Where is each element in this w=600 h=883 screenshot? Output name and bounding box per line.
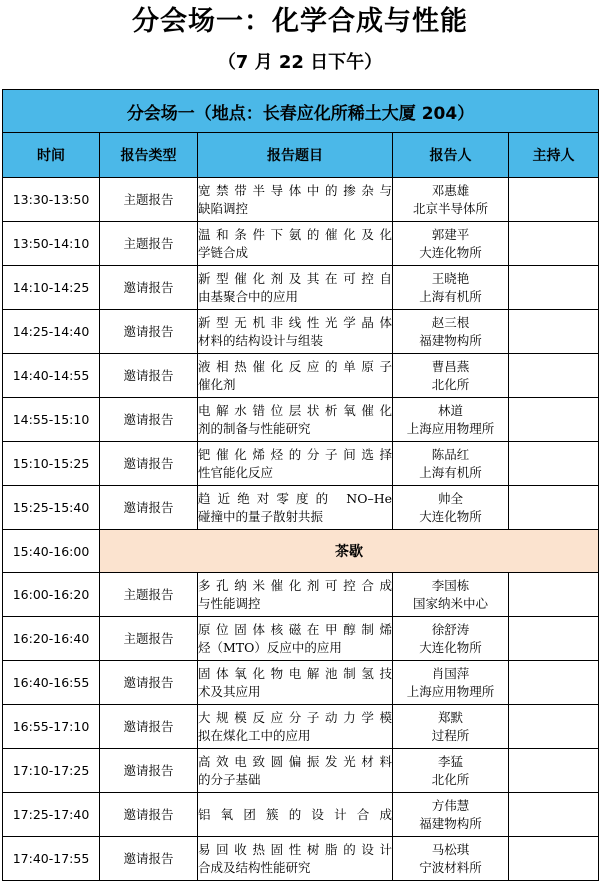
speaker-institution: 上海有机所 [419, 288, 482, 304]
break-label: 茶歇 [100, 530, 599, 573]
speaker-institution: 上海有机所 [419, 464, 482, 480]
session-host [509, 486, 599, 530]
topic-line: 性官能化反应 [198, 464, 274, 480]
session-type: 邀请报告 [100, 398, 198, 442]
topic-line: 多孔纳米催化剂可控合成 [198, 577, 392, 593]
session-type: 邀请报告 [100, 661, 198, 705]
speaker-institution: 上海应用物理所 [406, 683, 495, 699]
table-row [3, 793, 599, 837]
table-row [3, 310, 599, 354]
speaker-name: 肖国萍 [431, 665, 470, 681]
speaker-name: 陈品红 [431, 446, 470, 462]
break-row [3, 530, 599, 573]
session-host [509, 793, 599, 837]
table-row [3, 222, 599, 266]
speaker-institution: 北京半导体所 [412, 200, 488, 216]
page-subtitle: （7 月 22 日下午） [217, 52, 383, 73]
topic-line: 的分子基础 [198, 771, 261, 787]
header-row [3, 133, 599, 178]
speaker-name: 方伟慧 [431, 797, 470, 813]
session-host [509, 617, 599, 661]
topic-line: 与性能调控 [198, 595, 261, 611]
session-speaker [393, 793, 509, 837]
table-row [3, 354, 599, 398]
topic-line: 易回收热固性树脂的设计 [198, 841, 392, 857]
session-type: 邀请报告 [100, 793, 198, 837]
venue-label: 分会场一（地点：长春应化所稀土大厦 204） [3, 90, 599, 133]
column-header-type: 报告类型 [100, 133, 198, 178]
speaker-name: 王晓艳 [431, 270, 470, 286]
session-host [509, 354, 599, 398]
session-type: 邀请报告 [100, 705, 198, 749]
topic-line: 固体氧化物电解池制氢技 [198, 665, 392, 681]
topic-line: 新型催化剂及其在可控自 [198, 270, 392, 286]
session-topic [198, 354, 393, 398]
topic-line: 趋近绝对零度的 NO–He [198, 490, 392, 506]
session-topic [198, 486, 393, 530]
table-row [3, 705, 599, 749]
session-host [509, 705, 599, 749]
schedule-table [2, 89, 599, 881]
table-row [3, 573, 599, 617]
topic-line: 合成及结构性能研究 [198, 859, 311, 875]
speaker-name: 帅全 [437, 490, 463, 506]
session-speaker [393, 178, 509, 222]
session-topic [198, 793, 393, 837]
speaker-name: 曹昌燕 [431, 358, 470, 374]
speaker-name: 李国栋 [431, 577, 470, 593]
topic-line: 术及其应用 [198, 683, 261, 699]
topic-line: 缺陷调控 [198, 200, 249, 216]
session-host [509, 837, 599, 881]
session-speaker [393, 486, 509, 530]
speaker-institution: 福建物构所 [419, 332, 482, 348]
table-row [3, 442, 599, 486]
speaker-name: 郑默 [437, 709, 463, 725]
session-type: 主题报告 [100, 617, 198, 661]
speaker-name: 邓惠雄 [431, 182, 470, 198]
session-time: 14:55-15:10 [3, 398, 100, 442]
topic-line: 液相热催化反应的单原子 [198, 358, 392, 374]
session-type: 主题报告 [100, 178, 198, 222]
session-topic [198, 617, 393, 661]
table-row [3, 178, 599, 222]
session-speaker [393, 266, 509, 310]
table-row [3, 398, 599, 442]
session-time: 15:10-15:25 [3, 442, 100, 486]
speaker-institution: 宁波材料所 [419, 859, 482, 875]
session-speaker [393, 661, 509, 705]
session-type: 主题报告 [100, 222, 198, 266]
session-type: 邀请报告 [100, 266, 198, 310]
session-time: 13:30-13:50 [3, 178, 100, 222]
session-time: 15:25-15:40 [3, 486, 100, 530]
session-speaker [393, 398, 509, 442]
session-time: 16:00-16:20 [3, 573, 100, 617]
session-time: 17:40-17:55 [3, 837, 100, 881]
session-topic [198, 310, 393, 354]
session-topic [198, 705, 393, 749]
speaker-name: 徐舒涛 [431, 621, 470, 637]
topic-line: 碰撞中的量子散射共振 [198, 508, 324, 524]
speaker-institution: 过程所 [431, 727, 470, 743]
session-speaker [393, 442, 509, 486]
session-host [509, 222, 599, 266]
session-time: 17:10-17:25 [3, 749, 100, 793]
session-speaker [393, 354, 509, 398]
topic-line: 温和条件下氨的催化及化 [198, 226, 392, 242]
topic-line: 催化剂 [198, 376, 236, 392]
session-topic [198, 837, 393, 881]
table-row [3, 749, 599, 793]
session-topic [198, 222, 393, 266]
topic-line: 电解水错位层状析氧催化 [198, 402, 392, 418]
session-speaker [393, 749, 509, 793]
session-host [509, 178, 599, 222]
session-time: 14:40-14:55 [3, 354, 100, 398]
speaker-name: 郭建平 [431, 226, 470, 242]
table-row [3, 617, 599, 661]
table-row [3, 266, 599, 310]
session-time: 13:50-14:10 [3, 222, 100, 266]
speaker-institution: 大连化物所 [419, 244, 482, 260]
speaker-name: 林道 [437, 402, 463, 418]
session-time: 16:20-16:40 [3, 617, 100, 661]
table-row [3, 486, 599, 530]
session-host [509, 749, 599, 793]
topic-line: 由基聚合中的应用 [198, 288, 299, 304]
speaker-institution: 北化所 [431, 771, 470, 787]
session-host [509, 573, 599, 617]
session-type: 邀请报告 [100, 310, 198, 354]
speaker-institution: 大连化物所 [419, 508, 482, 524]
speaker-institution: 北化所 [431, 376, 470, 392]
column-header-host: 主持人 [509, 133, 599, 178]
topic-line: 高效电致圆偏振发光材料 [198, 753, 392, 769]
topic-line: 钯催化烯烃的分子间选择 [198, 446, 392, 462]
session-type: 邀请报告 [100, 354, 198, 398]
session-type: 邀请报告 [100, 486, 198, 530]
table-row [3, 837, 599, 881]
speaker-institution: 大连化物所 [419, 639, 482, 655]
session-host [509, 266, 599, 310]
column-header-time: 时间 [3, 133, 100, 178]
page-title: 分会场一：化学合成与性能 [132, 6, 468, 37]
session-time: 14:10-14:25 [3, 266, 100, 310]
topic-line: 学链合成 [198, 244, 249, 260]
speaker-institution: 上海应用物理所 [406, 420, 495, 436]
session-time: 16:55-17:10 [3, 705, 100, 749]
topic-line: 铝氧团簇的设计合成 [198, 806, 392, 822]
topic-line: 剂的制备与性能研究 [198, 420, 311, 436]
session-speaker [393, 837, 509, 881]
session-type: 邀请报告 [100, 442, 198, 486]
speaker-name: 赵三根 [431, 314, 470, 330]
session-type: 主题报告 [100, 573, 198, 617]
session-speaker [393, 573, 509, 617]
topic-line: 新型无机非线性光学晶体 [198, 314, 392, 330]
topic-line: 拟在煤化工中的应用 [198, 727, 311, 743]
topic-line: 材料的结构设计与组装 [198, 332, 324, 348]
session-topic [198, 266, 393, 310]
topic-line: 大规模反应分子动力学模 [198, 709, 392, 725]
session-topic [198, 442, 393, 486]
speaker-name: 李猛 [437, 753, 463, 769]
session-topic [198, 573, 393, 617]
table-row [3, 661, 599, 705]
session-time: 14:25-14:40 [3, 310, 100, 354]
speaker-name: 马松琪 [431, 841, 470, 857]
session-type: 邀请报告 [100, 749, 198, 793]
session-topic [198, 661, 393, 705]
topic-line: 烃（MTO）反应中的应用 [198, 639, 342, 655]
session-topic [198, 749, 393, 793]
venue-row [3, 90, 599, 133]
column-header-topic: 报告题目 [198, 133, 393, 178]
column-header-speaker: 报告人 [393, 133, 509, 178]
session-speaker [393, 310, 509, 354]
session-topic [198, 398, 393, 442]
session-time: 17:25-17:40 [3, 793, 100, 837]
session-time: 16:40-16:55 [3, 661, 100, 705]
session-host [509, 310, 599, 354]
speaker-institution: 福建物构所 [419, 815, 482, 831]
session-host [509, 661, 599, 705]
session-host [509, 442, 599, 486]
topic-line: 宽禁带半导体中的掺杂与 [198, 182, 392, 198]
session-speaker [393, 222, 509, 266]
session-speaker [393, 705, 509, 749]
break-time: 15:40-16:00 [3, 530, 100, 573]
topic-line: 原位固体核磁在甲醇制烯 [198, 621, 392, 637]
speaker-institution: 国家纳米中心 [412, 595, 488, 611]
session-type: 邀请报告 [100, 837, 198, 881]
session-topic [198, 178, 393, 222]
session-host [509, 398, 599, 442]
session-speaker [393, 617, 509, 661]
